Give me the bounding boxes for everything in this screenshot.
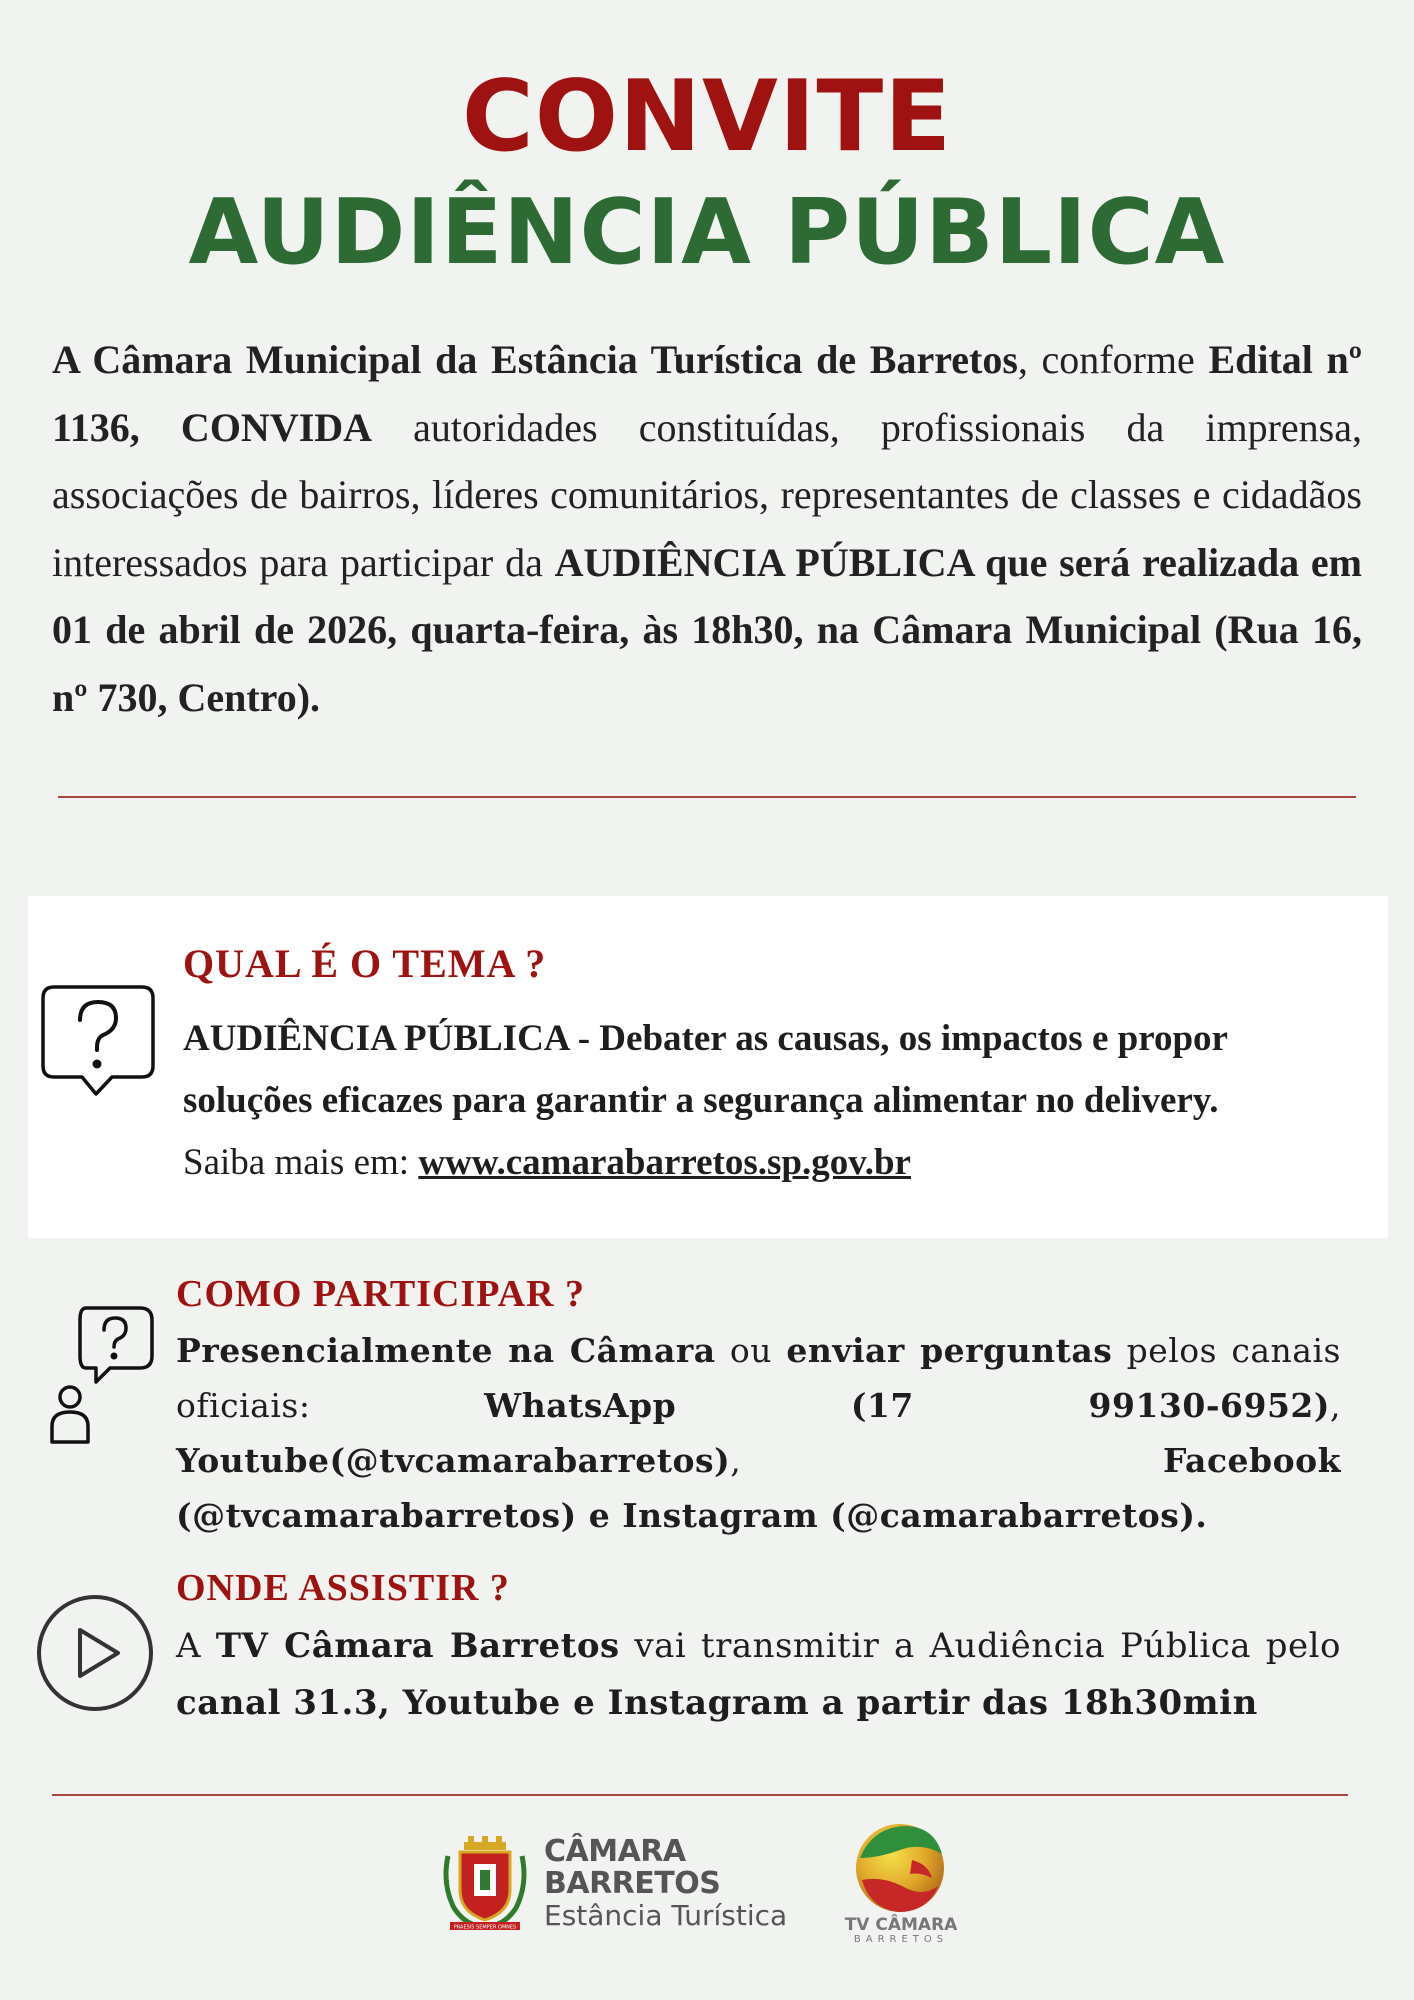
participar-text-4: pelos canais oficiais:	[176, 1331, 1341, 1425]
whatsapp-contact: WhatsApp (17 99130-6952)	[484, 1386, 1330, 1425]
participar-bold-3: enviar perguntas	[786, 1331, 1113, 1370]
intro-text-2: , conforme	[1017, 337, 1209, 382]
camara-barretos-logo-text	[544, 1836, 787, 1932]
assistir-heading: ONDE ASSISTIR ?	[176, 1567, 510, 1609]
tv-camara-logo	[852, 1820, 948, 1916]
tema-website-link[interactable]: www.camarabarretos.sp.gov.br	[418, 1142, 911, 1183]
tema-heading: QUAL É O TEMA ?	[183, 941, 547, 986]
divider-top	[58, 796, 1356, 798]
participar-text	[176, 1323, 1341, 1543]
divider-bottom	[52, 1794, 1348, 1796]
person-question-icon	[48, 1306, 156, 1446]
assistir-bold-4: canal 31.3, Youtube e Instagram a partir das 18h30min	[176, 1683, 1258, 1723]
play-circle-icon	[34, 1592, 156, 1714]
tema-more-label: Saiba mais em:	[183, 1142, 419, 1183]
tema-description: AUDIÊNCIA PÚBLICA - Debater as causas, os impactos e propor soluções eficazes para garantir a segurança alimentar no delivery.	[183, 1018, 1228, 1121]
participar-text-8: ,	[730, 1441, 1163, 1480]
participar-text-6: ,	[1330, 1386, 1341, 1425]
assistir-text-3: vai transmitir a Audiência Pública pelo	[619, 1626, 1341, 1666]
tv-line1: TV CÂMARA	[844, 1915, 958, 1935]
camara-line1: CÂMARA	[544, 1834, 686, 1869]
participar-heading: COMO PARTICIPAR ?	[176, 1273, 586, 1315]
title-convite: CONVITE	[461, 60, 953, 174]
assistir-text	[176, 1618, 1341, 1732]
tema-text	[183, 1008, 1333, 1194]
intro-bold-5: AUDIÊNCIA PÚBLICA que será realizada em 01 de abril de 2026, quarta-feira, às 18h30, na Câmara Municipal (Rua 16, nº 730, Centro).	[52, 539, 1362, 720]
youtube-contact: Youtube(@tvcamarabarretos)	[176, 1441, 731, 1480]
assistir-text-1: A	[176, 1626, 216, 1666]
title-audiencia-publica: AUDIÊNCIA PÚBLICA	[188, 180, 1226, 285]
city-crest-logo	[434, 1834, 536, 1936]
question-bubble-icon	[40, 984, 156, 1110]
tv-camara-label	[836, 1916, 966, 1946]
participar-bold-1: Presencialmente na Câmara	[176, 1331, 716, 1370]
crest-motto: PRAESIS SEMPER OMNES	[453, 1924, 517, 1931]
intro-paragraph	[52, 326, 1362, 731]
intro-bold-3: Edital nº 1136, CONVIDA	[52, 337, 1362, 450]
participar-text-2: ou	[715, 1331, 787, 1370]
facebook-instagram-contact: Facebook (@tvcamarabarretos) e Instagram (@camarabarretos).	[176, 1441, 1341, 1535]
intro-text-4: autoridades constituídas, profissionais da imprensa, associações de bairros, líderes comunitários, representantes de classes e cidadãos interessados para participar da	[52, 404, 1363, 585]
tv-line2: BARRETOS	[853, 1934, 949, 1945]
camara-line2: BARRETOS	[544, 1866, 721, 1901]
camara-line3: Estância Turística	[544, 1899, 788, 1932]
intro-bold-1: A Câmara Municipal da Estância Turística de Barretos	[52, 337, 1018, 382]
assistir-bold-2: TV Câmara Barretos	[215, 1626, 620, 1666]
